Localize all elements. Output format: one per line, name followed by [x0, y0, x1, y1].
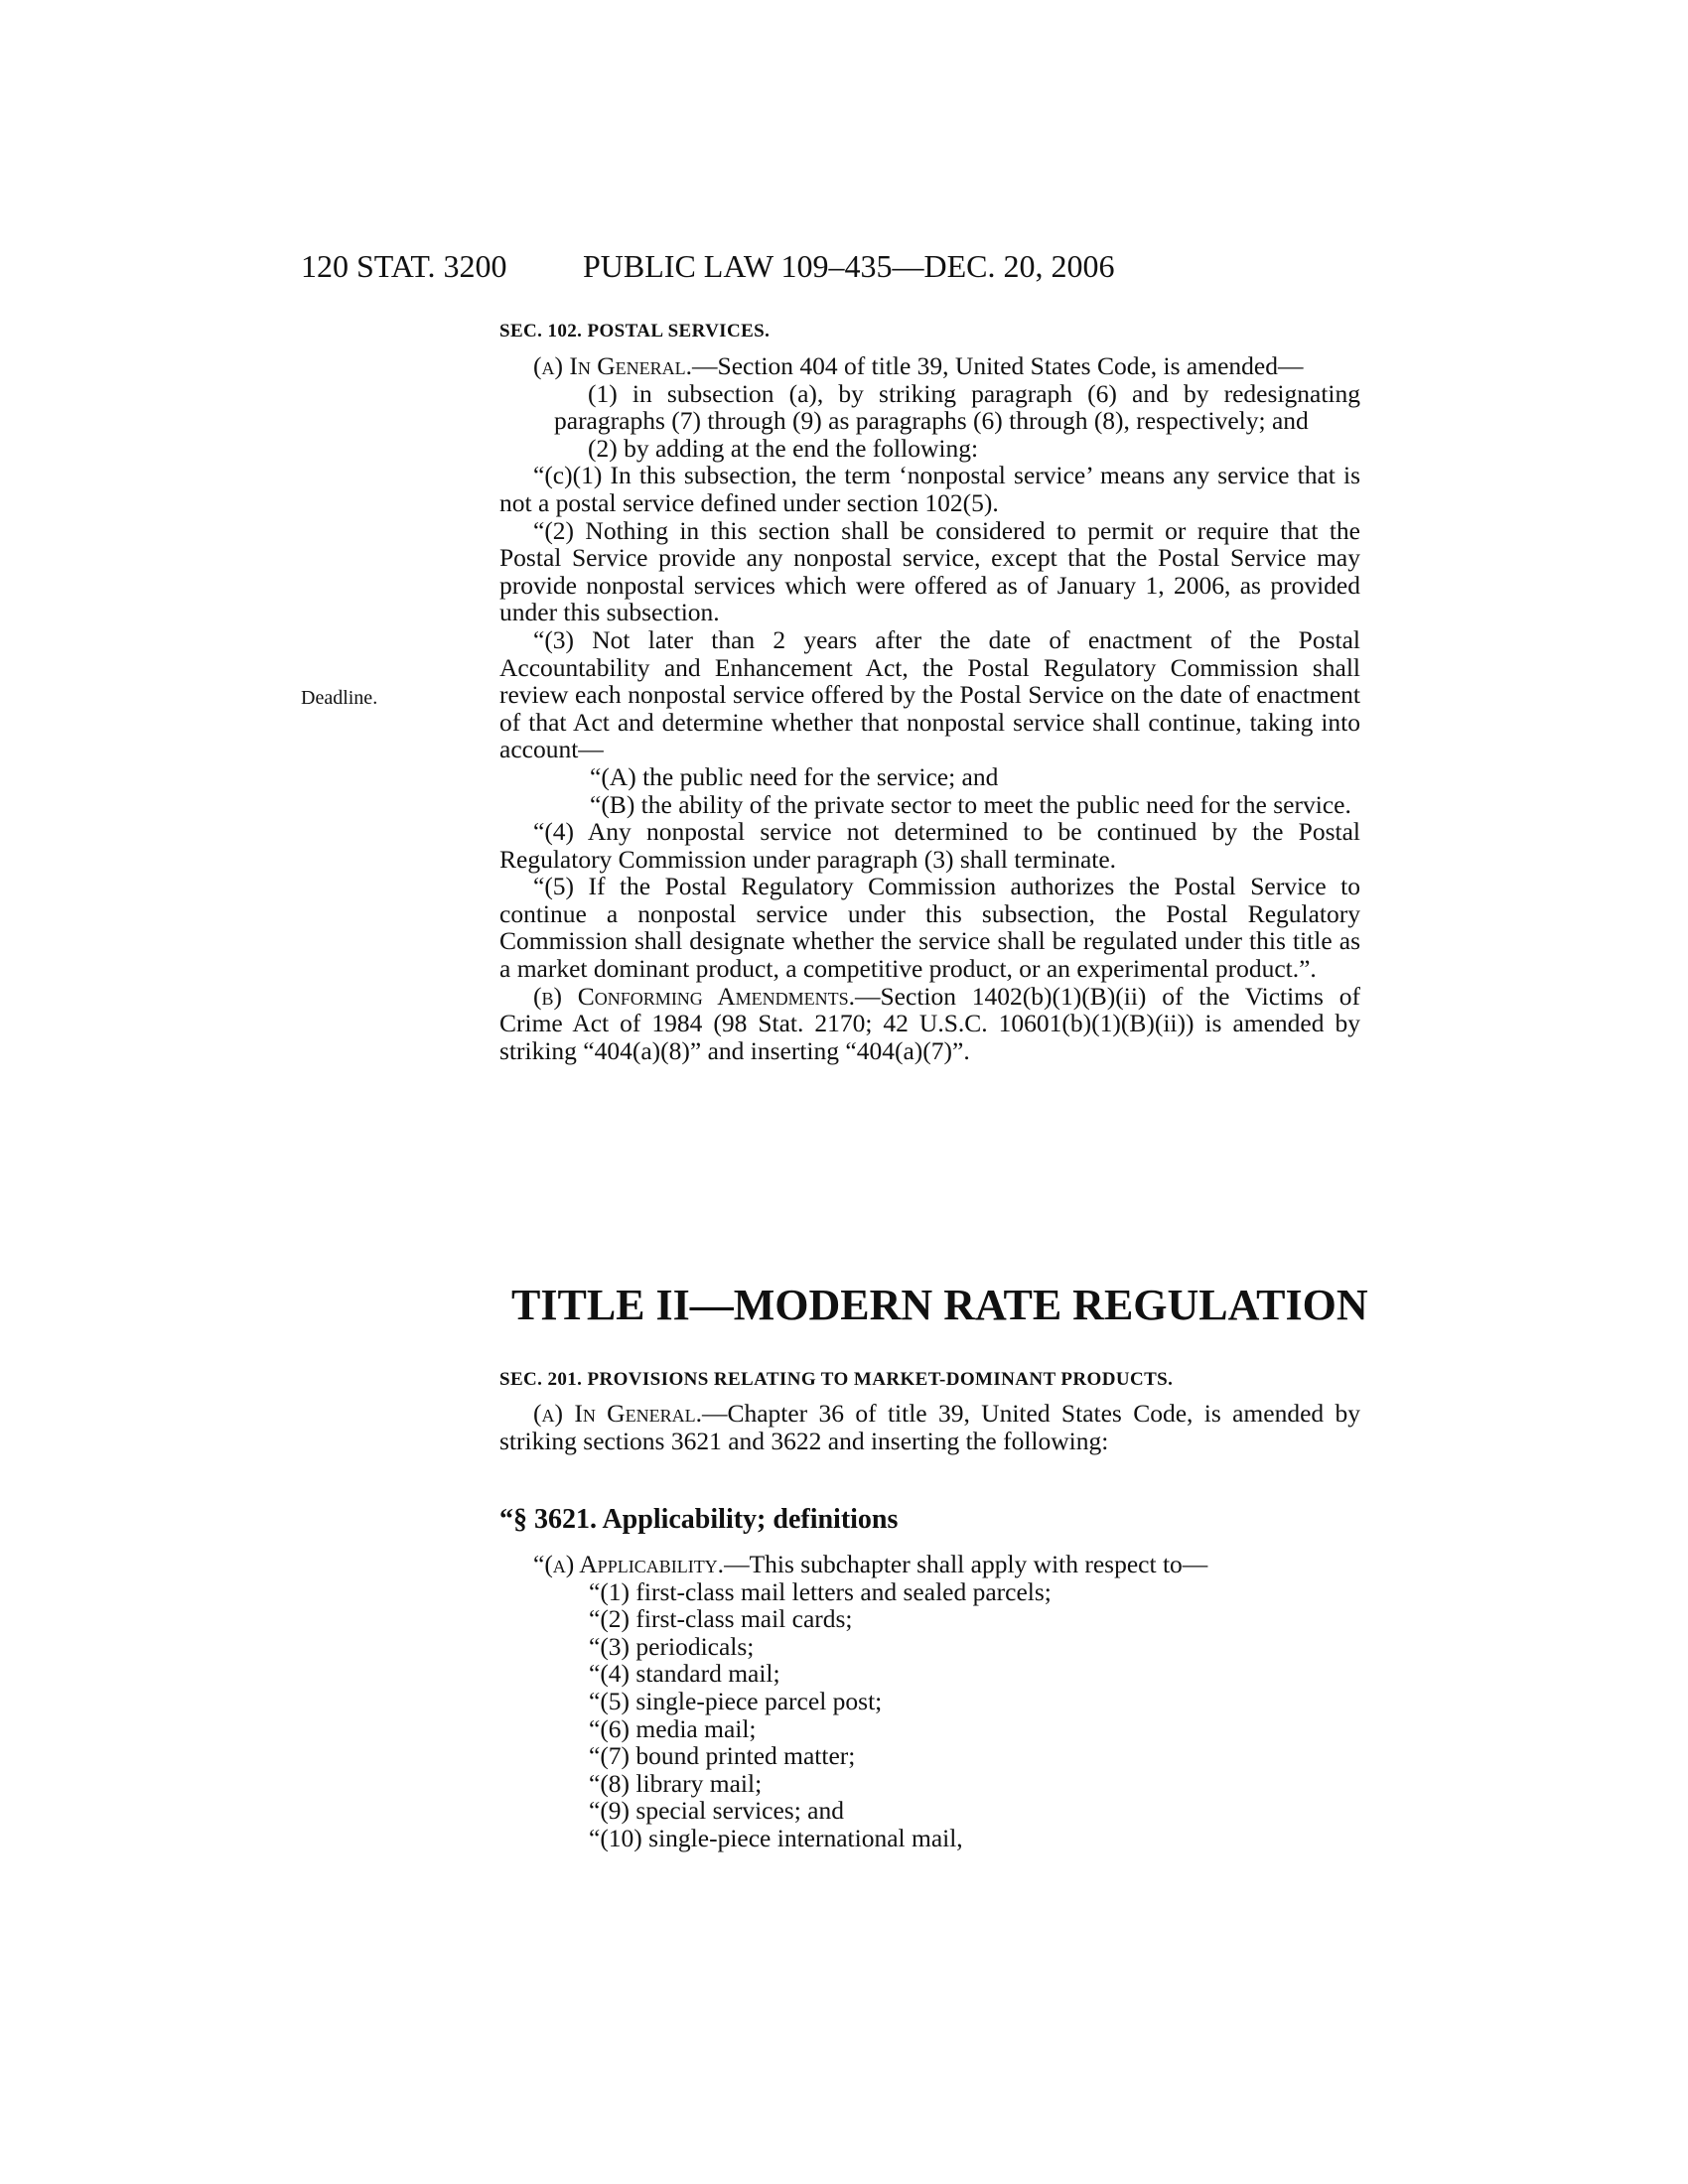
subsection-b	[499, 983, 1360, 1065]
list-item: “(10) single-piece international mail,	[589, 1823, 963, 1852]
subsection-a	[499, 352, 1360, 380]
section-201-body	[499, 1400, 1360, 1454]
subsection-label: “(a) Applicability.	[533, 1550, 725, 1578]
subsection-text: —This subchapter shall apply with respect to—	[724, 1550, 1208, 1578]
margin-note: Deadline.	[301, 687, 378, 709]
list-item: “(9) special services; and	[589, 1796, 845, 1826]
list-item: “(7) bound printed matter;	[589, 1741, 856, 1771]
page-stat-citation: 120 STAT. 3200	[301, 248, 507, 284]
paragraph-1: (1) in subsection (a), by striking paragraph (6) and by redesignating paragraphs (7) through (9) as paragraphs (6) through (8), respectively; and	[554, 378, 1360, 436]
list-item: “(1) first-class mail letters and sealed parcels;	[589, 1576, 1052, 1606]
subsection-text: —Chapter 36 of title 39, United States Code, is amended by striking sections 3621 and 3622 and inserting the following:	[499, 1399, 1360, 1455]
quoted-cB: “(B) the ability of the private sector to meet the public need for the service.	[590, 789, 1351, 819]
subsection-label: (a) In General.	[533, 1399, 702, 1428]
list-item: “(6) media mail;	[589, 1713, 757, 1743]
subsection-label: (a) In General.	[533, 351, 693, 380]
list-item: “(5) single-piece parcel post;	[589, 1686, 883, 1715]
section-102-body	[499, 352, 1360, 1064]
list-item: “(2) first-class mail cards;	[589, 1604, 853, 1634]
quoted-cA: “(A) the public need for the service; and	[590, 761, 999, 791]
quoted-c2: “(2) Nothing in this section shall be considered to permit or require that the Postal Service provide any nonpostal service, except that the Postal Service may provide nonpostal services which were offered as of January 1, 2006, as provided under this subsection.	[499, 515, 1360, 627]
section-heading: SEC. 201. PROVISIONS RELATING TO MARKET-DOMINANT PRODUCTS.	[499, 1369, 1174, 1390]
list-item: “(8) library mail;	[589, 1768, 763, 1798]
list-item: “(3) periodicals;	[589, 1631, 755, 1661]
section-102-heading-block	[499, 320, 1360, 343]
section-201-heading-block	[499, 1368, 1360, 1392]
running-header: PUBLIC LAW 109–435—DEC. 20, 2006	[583, 248, 1115, 284]
list-item: “(4) standard mail;	[589, 1659, 780, 1689]
applicability-block	[499, 1551, 1360, 1852]
mail-class-list	[499, 1578, 1360, 1852]
code-section-heading: “§ 3621. Applicability; definitions	[499, 1504, 899, 1535]
section-heading: SEC. 102. POSTAL SERVICES.	[499, 321, 771, 341]
quoted-c5: “(5) If the Postal Regulatory Commission authorizes the Postal Service to continue a nonpostal service under this subsection, the Postal Regulatory Commission shall designate whether the service shall be regulated under this title as a market dominant product, a competitive product, or an experimental product.”.	[499, 872, 1360, 984]
quoted-c1: “(c)(1) In this subsection, the term ‘nonpostal service’ means any service that is not a postal service defined under section 102(5).	[499, 461, 1360, 517]
subsection-label: (b) Conforming Amendments.	[533, 981, 855, 1011]
subsection-a	[499, 1400, 1360, 1454]
applicability-subsection	[499, 1551, 1360, 1578]
quoted-c4: “(4) Any nonpostal service not determined to be continued by the Postal Regulatory Commission under paragraph (3) shall terminate.	[499, 817, 1360, 874]
subsection-text: —Section 1402(b)(1)(B)(ii) of the Victims of Crime Act of 1984 (98 Stat. 2170; 42 U.S.C. 10601(b)(1)(B)(ii)) is amended by striking “404(a)(8)” and inserting “404(a)(7)”.	[499, 981, 1360, 1065]
quoted-c3: “(3) Not later than 2 years after the date of enactment of the Postal Accountability and Enhancement Act, the Postal Regulatory Commission shall review each nonpostal service offered by the Postal Service on the date of enactment of that Act and determine whether that nonpostal service shall continue, taking into account—	[499, 624, 1360, 764]
title-heading: TITLE II—MODERN RATE REGULATION	[511, 1281, 1368, 1329]
subsection-text: —Section 404 of title 39, United States Code, is amended—	[692, 351, 1304, 380]
paragraph-2: (2) by adding at the end the following:	[588, 433, 979, 463]
